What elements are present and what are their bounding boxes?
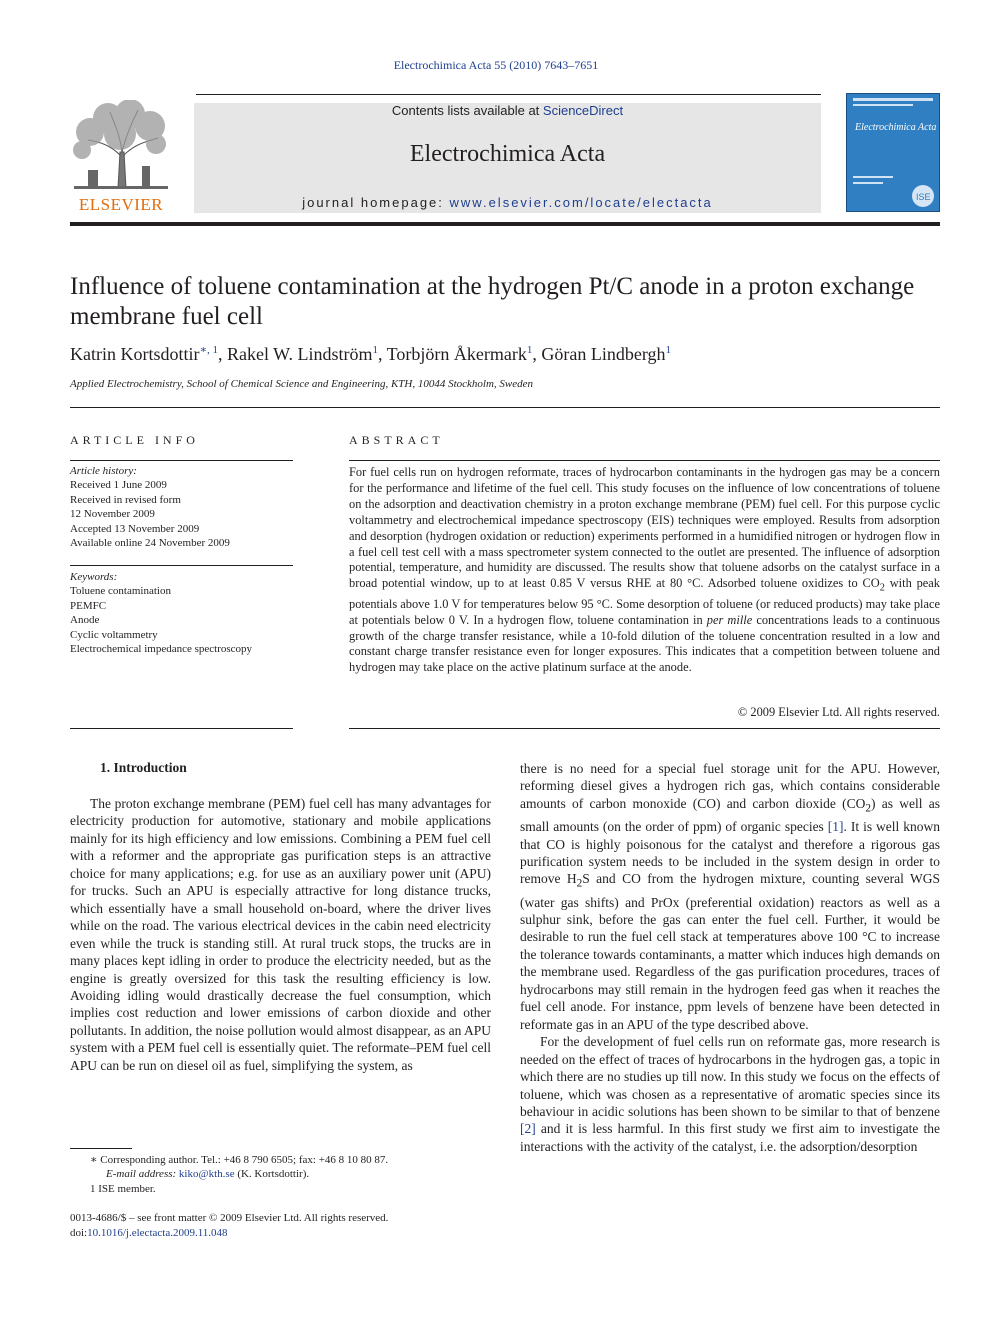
- keyword-item: Cyclic voltammetry: [70, 628, 158, 641]
- journal-header-band: [194, 103, 821, 213]
- subscript: 2: [879, 582, 885, 594]
- issn-line: 0013-4686/$ – see front matter © 2009 Elsevier Ltd. All rights reserved.: [70, 1212, 389, 1224]
- body-paragraph: [520, 760, 940, 1033]
- history-header: Article history:: [70, 465, 137, 477]
- abstract-copyright: © 2009 Elsevier Ltd. All rights reserved.: [737, 705, 940, 719]
- abstract-segment: with peak potentials above 1.0 V for temperatures below 95 °C. Some desorption of toluene (or reduced products) may take place at potentials below 0 V. In a hydrogen flow, toluene contamination in: [349, 576, 940, 627]
- text-segment: ) as well as small amounts (on the order of ppm) of organic species: [520, 795, 940, 835]
- doi-link[interactable]: 10.1016/j.electacta.2009.11.048: [87, 1227, 228, 1240]
- text-segment: S and CO from the hydrogen mixture, counting several WGS (water gas shifts) and PrOx (preferential oxidation) reactors as well as a sulphur sink, before the gas can enter the fuel cell. Further, it would be desirable to run the fuel cell stack at temperatures above 100 °C to increase the tolerance towards contaminants, a matter which induces high demands on the membrane used. Regardless of the gas purification procedures, traces of hydrocarbons may still remain in the hydrogen feed gas when it reaches the fuel cell anode. For instance, ppm levels of benzene have been detected in reformate gas in an APU of the type described above.: [520, 871, 940, 1032]
- body-column-left: [70, 795, 491, 1074]
- header-top-rule: [196, 94, 821, 95]
- cover-art-icon: [847, 94, 939, 211]
- body-paragraph: [520, 1033, 940, 1155]
- text-segment: and it is less harmful. In this first study we first aim to investigate the interactions with the activity of the catalyst, i.e. the adsorption/desorption: [520, 1121, 940, 1154]
- history-item: Received in revised form: [70, 493, 181, 506]
- citation-link[interactable]: [2]: [520, 1121, 536, 1137]
- keyword-item: PEMFC: [70, 599, 107, 612]
- author-marks[interactable]: ∗, 1: [199, 344, 218, 356]
- footnote-text: (K. Kortsdottir).: [234, 1168, 310, 1181]
- journal-cover-image: [846, 93, 940, 212]
- divider: [70, 565, 293, 566]
- history-item: 12 November 2009: [70, 508, 155, 521]
- article-history: [70, 464, 293, 550]
- front-matter: [70, 1211, 491, 1242]
- subscript: 2: [576, 878, 583, 891]
- author-name: Torbjörn Åkermark: [386, 344, 527, 364]
- author-name: Göran Lindbergh: [541, 344, 666, 364]
- header-thick-rule: [70, 222, 940, 226]
- history-item: Received 1 June 2009: [70, 479, 167, 492]
- keywords: [70, 570, 293, 656]
- history-item: Accepted 13 November 2009: [70, 522, 200, 535]
- text-segment: . It is well known that CO is highly poisonous for the catalyst and therefore a rigorous gas purification system needs to be included in the system design in order to remove H: [520, 819, 940, 887]
- doi-line: [70, 1226, 491, 1241]
- body-paragraph: The proton exchange membrane (PEM) fuel cell has many advantages for electricity production for automotive, stationary and mobile applications mainly for its high efficiency and low emissions. Combining a PEM fuel cell with a reformer and the appropriate gas purification steps is an attractive choice for many applications; e.g. for use as an auxiliary power unit (APU) for trucks. Such an APU is especially attractive for long distance trucks, which essentially have a small household on-board, where the driver lives while on the road. The various electrical devices in the cabin need electricity even while the truck is standing still. At rural truck stops, the trucks are in many places kept idling in order to produce the electricity needed, but as the engine is greatly oversized for this task the resulting efficiency is low. Avoiding idling would drastically decrease the fuel consumption, which implies cost reduction and lower emissions of carbon dioxide and other pollutants. In addition, the noise pollution would almost disappear, as an APU system with a PEM fuel cell is essentially quiet. The reformate–PEM fuel cell APU can be run on diesel oil as fuel, simplifying the system, as: [70, 796, 491, 1073]
- email-label: E-mail address:: [106, 1168, 179, 1181]
- divider: [70, 460, 293, 461]
- keyword-item: Electrochemical impedance spectroscopy: [70, 643, 253, 656]
- author-affiliation: Applied Electrochemistry, School of Chemical Science and Engineering, KTH, 10044 Stockholm, Sweden: [70, 378, 534, 390]
- contents-prefix: Contents lists available at: [391, 103, 543, 118]
- journal-homepage: [194, 195, 821, 210]
- doi-prefix: doi:: [70, 1227, 88, 1240]
- history-item: Available online 24 November 2009: [70, 537, 230, 550]
- body-column-right: [520, 760, 940, 1155]
- elsevier-wordmark: ELSEVIER: [78, 195, 164, 214]
- section-heading: 1. Introduction: [100, 760, 187, 775]
- author-name: Katrin Kortsdottir: [70, 344, 200, 364]
- abstract-label: ABSTRACT: [349, 433, 444, 447]
- sciencedirect-link[interactable]: ScienceDirect: [542, 103, 624, 118]
- footnote-ise: [70, 1182, 491, 1196]
- footnotes: [70, 1153, 491, 1196]
- abstract-segment: concentrations leads to a continuous growth of the charge transfer resistance, while a 10-fold dilution of the toluene concentration resulted in a low and constant charge transfer resistance even for longer exposures. This indicates that a competition between toluene and hydrogen may take place on the active platinum surface at the anode.: [349, 612, 940, 675]
- author-list: Katrin Kortsdottir$^{∗, 1}$, Rakel W. Lindström$^1$, Torbjörn Åkermark$^1$, Göran Lindbergh$^1$: [70, 344, 671, 364]
- email-link[interactable]: kiko@kth.se: [178, 1168, 235, 1181]
- homepage-prefix: journal homepage:: [302, 195, 450, 210]
- footnote-corresponding: [70, 1153, 491, 1167]
- footnote-text: Corresponding author. Tel.: +46 8 790 6505; fax: +46 8 10 80 87.: [97, 1154, 389, 1166]
- author-marks[interactable]: 1: [526, 344, 533, 356]
- keyword-item: Anode: [70, 614, 100, 627]
- abstract-italic: per mille: [706, 612, 753, 627]
- elsevier-logo: [70, 100, 172, 215]
- text-segment: there is no need for a special fuel storage unit for the APU. However, reforming diesel gives a hydrogen rich gas, which contains considerable amounts of carbon monoxide (CO) and carbon dioxide (CO: [520, 761, 940, 811]
- abstract-text: [349, 465, 940, 676]
- footnote-rule: [70, 1148, 132, 1149]
- contents-line: [194, 103, 821, 118]
- author-name: Rakel W. Lindström: [226, 344, 373, 364]
- article-info-label: ARTICLE INFO: [70, 433, 199, 447]
- subscript: 2: [865, 802, 872, 815]
- journal-name: Electrochimica Acta: [409, 141, 606, 167]
- author-marks[interactable]: 1: [665, 344, 671, 356]
- journal-citation[interactable]: Electrochimica Acta 55 (2010) 7643–7651: [393, 58, 599, 72]
- divider: [349, 728, 940, 729]
- footnote-text: ISE member.: [95, 1182, 156, 1195]
- text-segment: For the development of fuel cells run on reformate gas, more research is needed on the effect of traces of hydrocarbons in the hydrogen gas, a topic in which there are no studies up till now. In this study we focus on the effects of toluene, which was chosen as a representative of aromatic species since its behaviour in acidic solutions has been shown to be similar to that of benzene: [520, 1034, 940, 1119]
- divider: [70, 728, 293, 729]
- keywords-header: Keywords:: [70, 571, 118, 583]
- author-marks[interactable]: 1: [372, 344, 378, 356]
- footnote-mark: 1: [90, 1182, 96, 1195]
- divider: [70, 407, 940, 408]
- svg-text:ISE: ISE: [916, 192, 931, 202]
- citation-link[interactable]: [1]: [827, 819, 844, 835]
- footnote-mark: ∗: [90, 1154, 98, 1166]
- keyword-item: Toluene contamination: [70, 585, 171, 598]
- cover-title: Electrochimica Acta: [855, 122, 937, 133]
- divider: [349, 460, 940, 461]
- article-title: Influence of toluene contamination at the hydrogen Pt/C anode in a proton exchange membrane fuel cell: [70, 273, 915, 330]
- abstract-segment: For fuel cells run on hydrogen reformate, traces of hydrocarbon contaminants in the hydrogen gas may be a concern for the performance and lifetime of the fuel cell. This study focuses on the influence of low concentrations of toluene on the adsorption and deactivation chemistry in a proton exchange membrane (PEM) fuel cell. For this purpose cyclic voltammetry and electrochemical impedance spectroscopy (EIS) techniques were employed. Results from adsorption and desorption (hydrogen oxidation or reduction) experiments performed in a humidified nitrogen or hydrogen flow in a fuel cell test cell with a mass spectrometer system connected to the outlet are presented. The influence of adsorption potential, temperature, and humidity are discussed. The results show that toluene adsorbs on the catalyst surface in a broad potential window, up to at least 0.85 V versus RHE at 80 °C. Adsorbed toluene oxidizes to CO: [349, 465, 940, 591]
- elsevier-tree-icon: [70, 100, 172, 192]
- homepage-link[interactable]: www.elsevier.com/locate/electacta: [449, 195, 713, 210]
- footnote-email: [70, 1167, 491, 1181]
